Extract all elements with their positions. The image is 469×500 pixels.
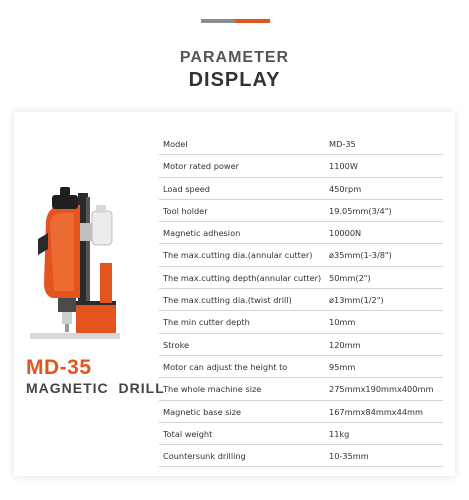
spec-row — [159, 423, 443, 445]
spec-label: Motor rated power — [163, 161, 239, 172]
spec-row — [159, 334, 443, 356]
spec-label: Magnetic base size — [163, 406, 242, 417]
spec-label: Stroke — [163, 339, 190, 350]
spec-value: 167mmx84mmx44mm — [329, 406, 424, 417]
spec-value: ø35mm(1-3/8") — [329, 250, 392, 261]
spec-table — [159, 133, 443, 467]
spec-label: The whole machine size — [163, 384, 262, 395]
spec-row — [159, 401, 443, 423]
spec-row — [159, 356, 443, 378]
spec-label: The min cutter depth — [163, 317, 250, 328]
spec-row — [159, 155, 443, 177]
spec-label: The max.cutting dia.(annular cutter) — [163, 250, 313, 261]
spec-row — [159, 133, 443, 155]
spec-label: Motor can adjust the height to — [163, 361, 288, 372]
spec-value: 10-35mm — [329, 451, 369, 462]
spec-value: 120mm — [329, 339, 361, 350]
spec-label: The max.cutting dia.(twist drill) — [163, 295, 292, 306]
spec-row — [159, 244, 443, 266]
spec-label: The max.cutting depth(annular cutter) — [163, 272, 322, 283]
top-accent-bar — [201, 19, 270, 23]
magnetic-drill-image — [30, 183, 120, 343]
accent-bar-grey — [201, 19, 235, 23]
spec-label: Countersunk drilling — [163, 451, 246, 462]
spec-value: 95mm — [329, 361, 356, 372]
heading-display: DISPLAY — [188, 69, 281, 91]
spec-row — [159, 289, 443, 311]
spec-row — [159, 222, 443, 244]
spec-row — [159, 267, 443, 289]
spec-value: 50mm(2") — [329, 272, 371, 283]
spec-value: MD-35 — [329, 139, 356, 149]
spec-value: ø13mm(1/2") — [329, 295, 384, 306]
spec-row — [159, 200, 443, 222]
spec-row — [159, 178, 443, 200]
spec-label: Tool holder — [163, 205, 208, 216]
spec-row — [159, 378, 443, 400]
spec-row — [159, 311, 443, 333]
spec-value: 11kg — [329, 428, 350, 439]
spec-value: 19.05mm(3/4") — [329, 205, 392, 216]
spec-value: 450rpm — [329, 183, 362, 194]
spec-value: 275mmx190mmx400mm — [329, 384, 434, 395]
spec-row — [159, 445, 443, 467]
spec-label: Load speed — [163, 183, 210, 194]
accent-bar-orange — [235, 19, 270, 23]
spec-value: 1100W — [329, 161, 358, 172]
product-model-title: MD-35 — [26, 356, 92, 379]
spec-label: Total weight — [163, 428, 213, 439]
heading-parameter: PARAMETER — [179, 49, 290, 66]
spec-value: 10mm — [329, 317, 356, 328]
spec-value: 10000N — [329, 228, 362, 239]
spec-label: Magnetic adhesion — [163, 228, 241, 239]
spec-label: Model — [163, 139, 188, 149]
product-subtitle: MAGNETIC DRILL — [26, 380, 165, 396]
